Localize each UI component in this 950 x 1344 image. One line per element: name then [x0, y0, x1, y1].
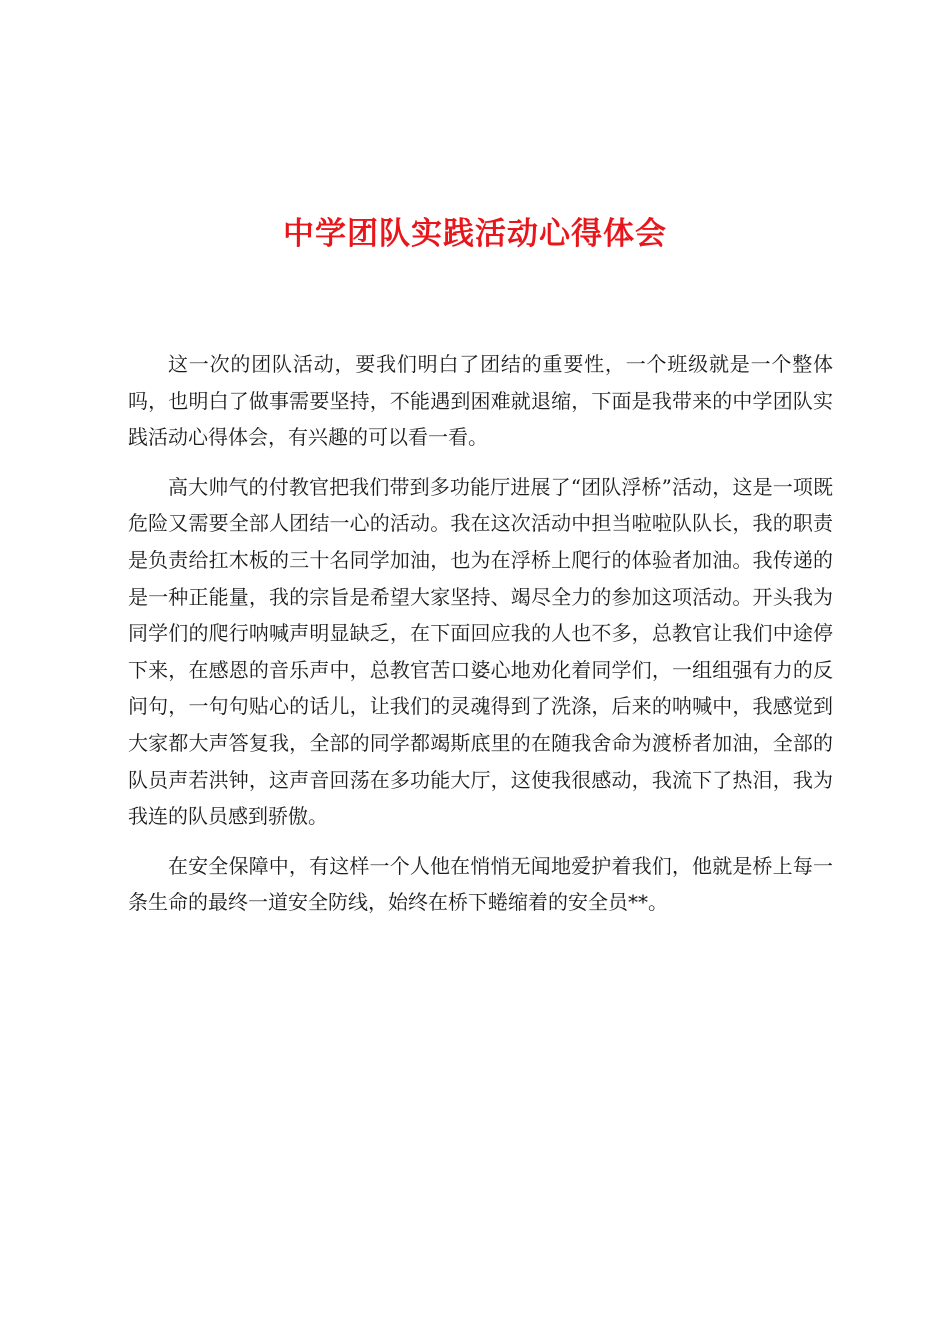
paragraph-safety: 在安全保障中，有这样一个人他在悄悄无闻地爱护着我们，他就是桥上每一条生命的最终一道安全防线，始终在桥下蜷缩着的安全员**。 [128, 853, 833, 915]
document-body [128, 346, 833, 934]
paragraph-floating-bridge: 高大帅气的付教官把我们带到多功能厅进展了“团队浮桥”活动，这是一项既危险又需要全部人团结一心的活动。我在这次活动中担当啦啦队队长，我的职责是负责给扛木板的三十名同学加油，也为在浮桥上爬行的体验者加油。我传递的是一种正能量，我的宗旨是希望大家坚持、竭尽全力的参加这项活动。开头我为同学们的爬行呐喊声明显缺乏，在下面回应我的人也不多，总教官让我们中途停下来，在感恩的音乐声中，总教官苦口婆心地劝化着同学们，一组组强有力的反问句，一句句贴心的话儿，让我们的灵魂得到了洗涤，后来的呐喊中，我感觉到大家都大声答复我，全部的同学都竭斯底里的在随我舍命为渡桥者加油，全部的队员声若洪钟，这声音回荡在多功能大厅，这使我很感动，我流下了热泪，我为我连的队员感到骄傲。 [128, 474, 833, 829]
paragraph-intro: 这一次的团队活动，要我们明白了团结的重要性，一个班级就是一个整体吗，也明白了做事需要坚持，不能遇到困难就退缩，下面是我带来的中学团队实践活动心得体会，有兴趣的可以看一看。 [128, 352, 833, 450]
document-title: 中学团队实践活动心得体会 [283, 216, 667, 252]
